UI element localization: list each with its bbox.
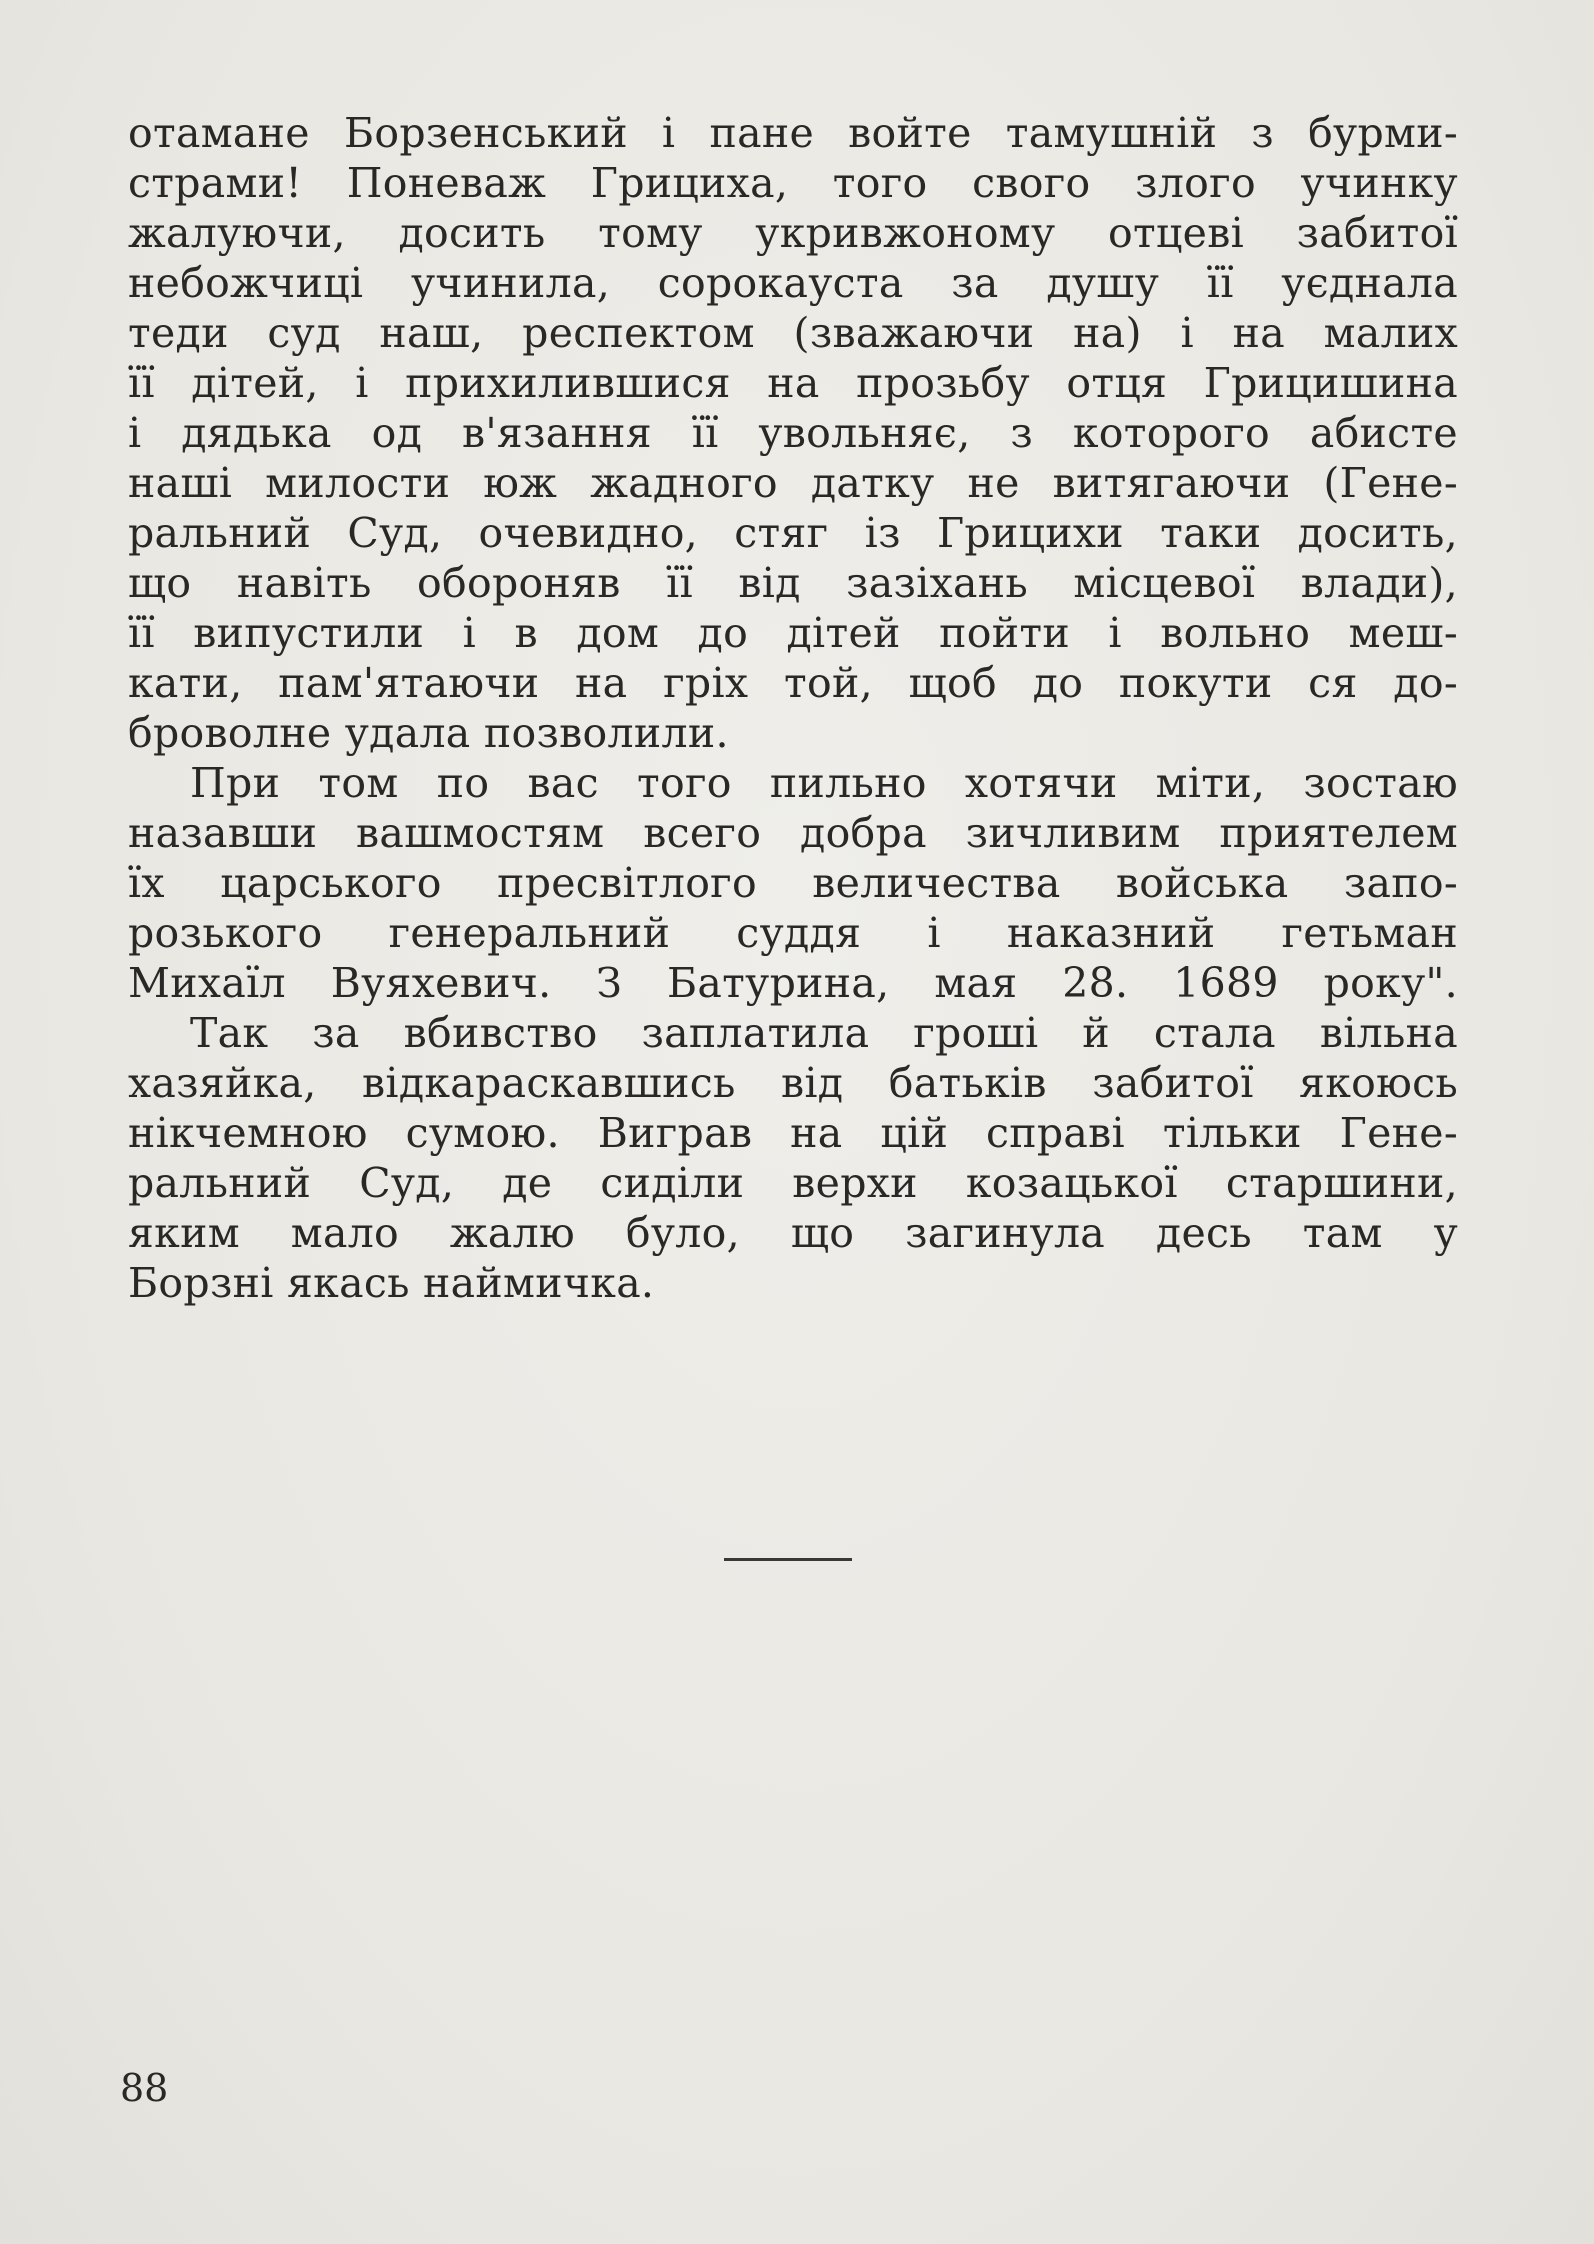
text-line: що навіть обороняв її від зазіхань місцевої влади), bbox=[128, 559, 1458, 607]
text-line: назавши вашмостям всего добра зичливим приятелем bbox=[128, 809, 1458, 857]
text-line: її дітей, і прихилившися на прозьбу отця Грицишина bbox=[128, 359, 1458, 407]
text-line: кати, пам'ятаючи на гріх той, щоб до покути ся до- bbox=[128, 659, 1458, 707]
page-number: 88 bbox=[120, 2066, 169, 2110]
text-line: страми! Поневаж Грициха, того свого злого учинку bbox=[128, 159, 1458, 207]
text-line: наші милости юж жадного датку не витягаючи (Гене- bbox=[128, 459, 1458, 507]
text-line: Михаїл Вуяхевич. З Батурина, мая 28. 1689 року". bbox=[128, 959, 1458, 1007]
text-line: яким мало жалю було, що загинула десь там у bbox=[128, 1209, 1458, 1257]
text-line: теди суд наш, респектом (зважаючи на) і на малих bbox=[128, 309, 1458, 357]
text-line: ральний Суд, очевидно, стяг із Грицихи таки досить, bbox=[128, 509, 1458, 557]
text-line: Борзні якась наймичка. bbox=[128, 1259, 655, 1307]
text-line: ральний Суд, де сиділи верхи козацької старшини, bbox=[128, 1159, 1458, 1207]
text-line: жалуючи, досить тому укривжоному отцеві забитої bbox=[128, 209, 1458, 257]
text-line: Так за вбивство заплатила гроші й стала вільна bbox=[190, 1009, 1458, 1057]
text-line: При том по вас того пильно хотячи міти, зостаю bbox=[190, 759, 1458, 807]
text-line: броволне удала позволили. bbox=[128, 709, 729, 757]
text-line: нікчемною сумою. Виграв на цій справі тільки Гене- bbox=[128, 1109, 1458, 1157]
section-separator bbox=[724, 1558, 852, 1561]
body-text bbox=[128, 108, 1458, 1308]
text-line: хазяйка, відкараскавшись від батьків забитої якоюсь bbox=[128, 1059, 1458, 1107]
text-line: і дядька од в'язання її увольняє, з которого абисте bbox=[128, 409, 1458, 457]
text-line: їх царського пресвітлого величества войська запо- bbox=[128, 859, 1458, 907]
text-line: розького генеральний суддя і наказний гетьман bbox=[128, 909, 1458, 957]
text-line: отамане Борзенський і пане войте тамушній з бурми- bbox=[128, 109, 1458, 157]
text-line: небожчиці учинила, сорокауста за душу її уєднала bbox=[128, 259, 1458, 307]
text-line: її випустили і в дом до дітей пойти і вольно меш- bbox=[128, 609, 1458, 657]
